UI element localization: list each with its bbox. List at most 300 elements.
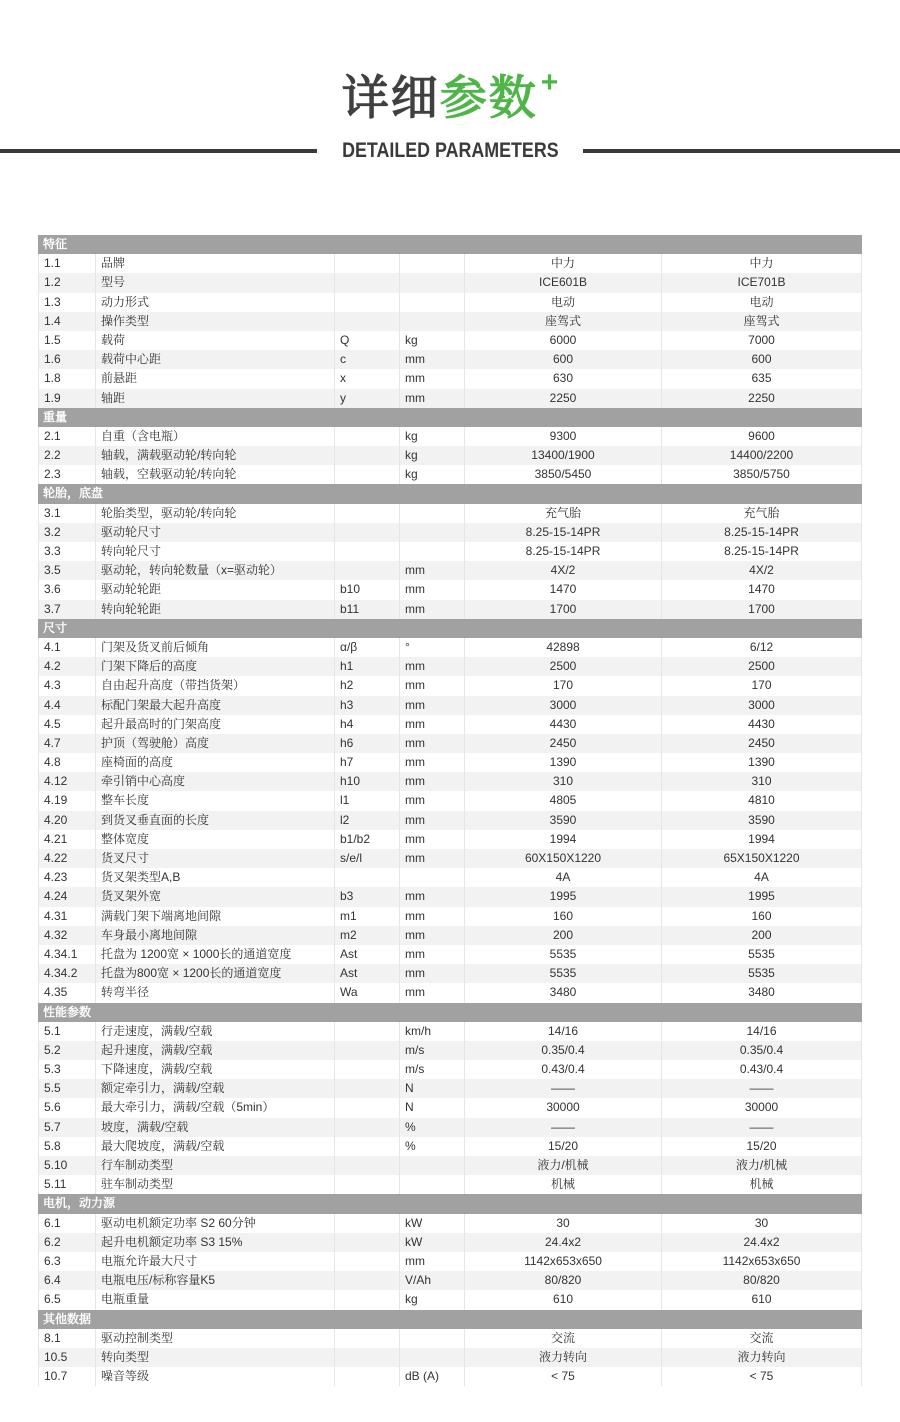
table-row bbox=[38, 561, 862, 580]
row-symbol bbox=[335, 293, 400, 312]
row-symbol bbox=[335, 1156, 400, 1175]
row-unit: kg bbox=[400, 1290, 465, 1309]
divider-left bbox=[0, 149, 317, 153]
page-title bbox=[0, 54, 900, 127]
row-label: 前悬距 bbox=[96, 369, 335, 388]
row-label: 轴载，满载驱动轮/转向轮 bbox=[96, 446, 335, 465]
section-header: 电机，动力源 bbox=[38, 1194, 862, 1213]
row-symbol: m1 bbox=[335, 907, 400, 926]
row-value-ice601b: 3000 bbox=[465, 696, 662, 715]
row-number: 5.8 bbox=[38, 1137, 96, 1156]
row-unit bbox=[400, 504, 465, 523]
row-value-ice701b: 4X/2 bbox=[662, 561, 862, 580]
row-value-ice701b: 中力 bbox=[662, 254, 862, 273]
row-number: 1.3 bbox=[38, 293, 96, 312]
row-number: 6.5 bbox=[38, 1290, 96, 1309]
row-unit: mm bbox=[400, 945, 465, 964]
row-unit: mm bbox=[400, 389, 465, 408]
row-number: 5.5 bbox=[38, 1079, 96, 1098]
row-value-ice701b: 15/20 bbox=[662, 1137, 862, 1156]
section-header: 特征 bbox=[38, 235, 862, 254]
row-value-ice601b: 60X150X1220 bbox=[465, 849, 662, 868]
row-unit bbox=[400, 273, 465, 292]
row-value-ice701b: 液力/机械 bbox=[662, 1156, 862, 1175]
row-value-ice601b: < 75 bbox=[465, 1367, 662, 1386]
row-symbol: b10 bbox=[335, 580, 400, 599]
row-symbol: y bbox=[335, 389, 400, 408]
row-unit: mm bbox=[400, 887, 465, 906]
row-value-ice701b: 0.43/0.4 bbox=[662, 1060, 862, 1079]
row-unit: m/s bbox=[400, 1041, 465, 1060]
row-value-ice701b: 3480 bbox=[662, 983, 862, 1002]
row-symbol bbox=[335, 427, 400, 446]
table-row bbox=[38, 427, 862, 446]
row-unit: m/s bbox=[400, 1060, 465, 1079]
row-label: 轴距 bbox=[96, 389, 335, 408]
row-label: 托盘为 1200宽 × 1000长的通道宽度 bbox=[96, 945, 335, 964]
row-value-ice601b: 3480 bbox=[465, 983, 662, 1002]
row-value-ice701b: 3850/5750 bbox=[662, 465, 862, 484]
row-value-ice701b: 600 bbox=[662, 350, 862, 369]
row-number: 1.1 bbox=[38, 254, 96, 273]
row-symbol: α/β bbox=[335, 638, 400, 657]
table-row bbox=[38, 504, 862, 523]
row-value-ice701b: 液力转向 bbox=[662, 1348, 862, 1367]
row-number: 4.4 bbox=[38, 696, 96, 715]
row-unit: kg bbox=[400, 465, 465, 484]
row-label: 驱动电机额定功率 S2 60分钟 bbox=[96, 1214, 335, 1233]
table-row bbox=[38, 369, 862, 388]
table-row bbox=[38, 715, 862, 734]
row-value-ice701b: 610 bbox=[662, 1290, 862, 1309]
row-unit: mm bbox=[400, 849, 465, 868]
row-number: 4.34.1 bbox=[38, 945, 96, 964]
row-number: 4.23 bbox=[38, 868, 96, 887]
row-value-ice601b: —— bbox=[465, 1118, 662, 1137]
row-label: 座椅面的高度 bbox=[96, 753, 335, 772]
row-value-ice701b: 4430 bbox=[662, 715, 862, 734]
row-number: 4.7 bbox=[38, 734, 96, 753]
row-value-ice601b: 13400/1900 bbox=[465, 446, 662, 465]
row-unit: mm bbox=[400, 350, 465, 369]
row-symbol bbox=[335, 523, 400, 542]
row-number: 5.3 bbox=[38, 1060, 96, 1079]
row-value-ice701b: 1390 bbox=[662, 753, 862, 772]
row-number: 10.5 bbox=[38, 1348, 96, 1367]
row-unit: mm bbox=[400, 753, 465, 772]
row-value-ice701b: 座驾式 bbox=[662, 312, 862, 331]
row-number: 4.12 bbox=[38, 772, 96, 791]
row-unit: km/h bbox=[400, 1022, 465, 1041]
row-symbol bbox=[335, 312, 400, 331]
row-label: 行车制动类型 bbox=[96, 1156, 335, 1175]
row-value-ice701b: 170 bbox=[662, 676, 862, 695]
row-label: 货叉尺寸 bbox=[96, 849, 335, 868]
row-label: 轮胎类型，驱动轮/转向轮 bbox=[96, 504, 335, 523]
row-value-ice601b: 30000 bbox=[465, 1098, 662, 1117]
table-row bbox=[38, 1252, 862, 1271]
row-unit bbox=[400, 542, 465, 561]
row-symbol bbox=[335, 1175, 400, 1194]
row-label: 驻车制动类型 bbox=[96, 1175, 335, 1194]
table-row bbox=[38, 945, 862, 964]
row-symbol bbox=[335, 446, 400, 465]
table-row bbox=[38, 273, 862, 292]
row-label: 动力形式 bbox=[96, 293, 335, 312]
row-label: 行走速度，满载/空载 bbox=[96, 1022, 335, 1041]
row-symbol bbox=[335, 1367, 400, 1386]
page-subtitle: DETAILED PARAMETERS bbox=[341, 139, 559, 162]
row-value-ice701b: 1995 bbox=[662, 887, 862, 906]
row-unit: mm bbox=[400, 1252, 465, 1271]
row-symbol bbox=[335, 1118, 400, 1137]
row-label: 载荷 bbox=[96, 331, 335, 350]
row-value-ice701b: ICE701B bbox=[662, 273, 862, 292]
row-number: 3.1 bbox=[38, 504, 96, 523]
row-unit: % bbox=[400, 1137, 465, 1156]
row-number: 1.2 bbox=[38, 273, 96, 292]
table-row bbox=[38, 1233, 862, 1252]
row-number: 5.11 bbox=[38, 1175, 96, 1194]
row-label: 牵引销中心高度 bbox=[96, 772, 335, 791]
row-symbol: m2 bbox=[335, 926, 400, 945]
row-label: 自重（含电瓶） bbox=[96, 427, 335, 446]
row-value-ice601b: 8.25-15-14PR bbox=[465, 523, 662, 542]
row-value-ice601b: 0.43/0.4 bbox=[465, 1060, 662, 1079]
table-row bbox=[38, 791, 862, 810]
row-symbol bbox=[335, 1022, 400, 1041]
row-symbol: h1 bbox=[335, 657, 400, 676]
table-row bbox=[38, 389, 862, 408]
row-number: 1.5 bbox=[38, 331, 96, 350]
row-value-ice601b: 30 bbox=[465, 1214, 662, 1233]
row-number: 10.7 bbox=[38, 1367, 96, 1386]
row-unit bbox=[400, 1175, 465, 1194]
row-unit: mm bbox=[400, 580, 465, 599]
row-label: 电瓶重量 bbox=[96, 1290, 335, 1309]
row-value-ice601b: 9300 bbox=[465, 427, 662, 446]
row-value-ice601b: 5535 bbox=[465, 964, 662, 983]
row-value-ice701b: 8.25-15-14PR bbox=[662, 542, 862, 561]
row-number: 4.22 bbox=[38, 849, 96, 868]
table-row bbox=[38, 868, 862, 887]
table-row bbox=[38, 580, 862, 599]
table-row bbox=[38, 350, 862, 369]
table-row bbox=[38, 1041, 862, 1060]
row-value-ice601b: 24.4x2 bbox=[465, 1233, 662, 1252]
row-label: 驱动控制类型 bbox=[96, 1329, 335, 1348]
row-number: 6.2 bbox=[38, 1233, 96, 1252]
row-value-ice701b: 1470 bbox=[662, 580, 862, 599]
row-value-ice701b: 65X150X1220 bbox=[662, 849, 862, 868]
row-value-ice701b: 5535 bbox=[662, 964, 862, 983]
row-label: 型号 bbox=[96, 273, 335, 292]
row-value-ice701b: 9600 bbox=[662, 427, 862, 446]
row-value-ice701b: 1700 bbox=[662, 600, 862, 619]
row-value-ice601b: 2250 bbox=[465, 389, 662, 408]
row-value-ice601b: 交流 bbox=[465, 1329, 662, 1348]
table-row bbox=[38, 1348, 862, 1367]
row-number: 2.1 bbox=[38, 427, 96, 446]
row-label: 自由起升高度（带挡货架） bbox=[96, 676, 335, 695]
row-value-ice701b: 2500 bbox=[662, 657, 862, 676]
row-label: 转向轮尺寸 bbox=[96, 542, 335, 561]
row-number: 4.35 bbox=[38, 983, 96, 1002]
row-label: 最大牵引力，满载/空载（5min） bbox=[96, 1098, 335, 1117]
row-value-ice701b: 6/12 bbox=[662, 638, 862, 657]
row-number: 4.1 bbox=[38, 638, 96, 657]
row-value-ice601b: 1142x653x650 bbox=[465, 1252, 662, 1271]
row-number: 5.6 bbox=[38, 1098, 96, 1117]
row-symbol: h7 bbox=[335, 753, 400, 772]
row-symbol: b1/b2 bbox=[335, 830, 400, 849]
row-label: 驱动轮，转向轮数量（x=驱动轮） bbox=[96, 561, 335, 580]
row-label: 车身最小离地间隙 bbox=[96, 926, 335, 945]
row-symbol bbox=[335, 465, 400, 484]
row-value-ice701b: 0.35/0.4 bbox=[662, 1041, 862, 1060]
row-value-ice601b: 4X/2 bbox=[465, 561, 662, 580]
table-row bbox=[38, 907, 862, 926]
table-row bbox=[38, 1118, 862, 1137]
table-row bbox=[38, 331, 862, 350]
row-unit: % bbox=[400, 1118, 465, 1137]
row-unit: mm bbox=[400, 696, 465, 715]
row-unit: mm bbox=[400, 676, 465, 695]
row-symbol: h2 bbox=[335, 676, 400, 695]
table-row bbox=[38, 446, 862, 465]
row-number: 3.7 bbox=[38, 600, 96, 619]
table-row bbox=[38, 1290, 862, 1309]
row-symbol bbox=[335, 1252, 400, 1271]
row-symbol: Q bbox=[335, 331, 400, 350]
row-value-ice701b: 310 bbox=[662, 772, 862, 791]
row-symbol bbox=[335, 1271, 400, 1290]
row-number: 3.5 bbox=[38, 561, 96, 580]
row-symbol bbox=[335, 1233, 400, 1252]
row-value-ice601b: 液力转向 bbox=[465, 1348, 662, 1367]
row-unit bbox=[400, 523, 465, 542]
row-value-ice701b: 3000 bbox=[662, 696, 862, 715]
row-symbol: l1 bbox=[335, 791, 400, 810]
row-value-ice601b: —— bbox=[465, 1079, 662, 1098]
row-label: 驱动轮轮距 bbox=[96, 580, 335, 599]
row-label: 额定牵引力，满载/空载 bbox=[96, 1079, 335, 1098]
row-value-ice601b: 1995 bbox=[465, 887, 662, 906]
row-value-ice601b: 1700 bbox=[465, 600, 662, 619]
table-row bbox=[38, 638, 862, 657]
header bbox=[0, 0, 900, 163]
row-value-ice601b: 中力 bbox=[465, 254, 662, 273]
row-value-ice701b: 1994 bbox=[662, 830, 862, 849]
row-unit bbox=[400, 1329, 465, 1348]
row-symbol bbox=[335, 1214, 400, 1233]
section-header: 其他数据 bbox=[38, 1310, 862, 1329]
row-unit: mm bbox=[400, 830, 465, 849]
row-label: 标配门架最大起升高度 bbox=[96, 696, 335, 715]
row-label: 品牌 bbox=[96, 254, 335, 273]
row-value-ice701b: 200 bbox=[662, 926, 862, 945]
row-number: 4.19 bbox=[38, 791, 96, 810]
row-symbol bbox=[335, 1137, 400, 1156]
row-value-ice701b: 635 bbox=[662, 369, 862, 388]
row-number: 5.2 bbox=[38, 1041, 96, 1060]
table-row bbox=[38, 1079, 862, 1098]
row-label: 门架及货叉前后倾角 bbox=[96, 638, 335, 657]
row-value-ice601b: ICE601B bbox=[465, 273, 662, 292]
table-row bbox=[38, 465, 862, 484]
row-symbol: s/e/l bbox=[335, 849, 400, 868]
row-number: 6.3 bbox=[38, 1252, 96, 1271]
row-value-ice701b: 交流 bbox=[662, 1329, 862, 1348]
row-unit bbox=[400, 254, 465, 273]
row-value-ice601b: 3590 bbox=[465, 811, 662, 830]
row-number: 4.5 bbox=[38, 715, 96, 734]
row-value-ice601b: 座驾式 bbox=[465, 312, 662, 331]
row-number: 4.3 bbox=[38, 676, 96, 695]
row-symbol: c bbox=[335, 350, 400, 369]
row-unit: mm bbox=[400, 772, 465, 791]
row-symbol: l2 bbox=[335, 811, 400, 830]
table-row bbox=[38, 1137, 862, 1156]
row-unit: V/Ah bbox=[400, 1271, 465, 1290]
table-row bbox=[38, 849, 862, 868]
table-row bbox=[38, 1098, 862, 1117]
title-cn-dark: 详细 bbox=[341, 71, 440, 124]
row-number: 4.24 bbox=[38, 887, 96, 906]
row-symbol: b11 bbox=[335, 600, 400, 619]
row-value-ice701b: 14/16 bbox=[662, 1022, 862, 1041]
row-symbol bbox=[335, 1348, 400, 1367]
row-value-ice601b: 160 bbox=[465, 907, 662, 926]
row-symbol bbox=[335, 1329, 400, 1348]
section-header: 轮胎，底盘 bbox=[38, 484, 862, 503]
row-label: 到货叉垂直面的长度 bbox=[96, 811, 335, 830]
row-label: 最大爬坡度，满载/空载 bbox=[96, 1137, 335, 1156]
row-value-ice601b: 充气胎 bbox=[465, 504, 662, 523]
row-value-ice601b: 4A bbox=[465, 868, 662, 887]
row-number: 1.6 bbox=[38, 350, 96, 369]
row-unit: mm bbox=[400, 791, 465, 810]
table-row bbox=[38, 312, 862, 331]
row-unit: kg bbox=[400, 331, 465, 350]
row-symbol bbox=[335, 1079, 400, 1098]
row-symbol bbox=[335, 1290, 400, 1309]
row-symbol: Ast bbox=[335, 964, 400, 983]
row-symbol: h4 bbox=[335, 715, 400, 734]
row-number: 1.9 bbox=[38, 389, 96, 408]
row-value-ice701b: 3590 bbox=[662, 811, 862, 830]
row-label: 整体宽度 bbox=[96, 830, 335, 849]
table-row bbox=[38, 254, 862, 273]
row-symbol: h6 bbox=[335, 734, 400, 753]
table-row bbox=[38, 657, 862, 676]
row-label: 转向轮轮距 bbox=[96, 600, 335, 619]
row-value-ice701b: 电动 bbox=[662, 293, 862, 312]
row-symbol bbox=[335, 1041, 400, 1060]
section-header: 尺寸 bbox=[38, 619, 862, 638]
row-number: 1.8 bbox=[38, 369, 96, 388]
table-row bbox=[38, 753, 862, 772]
row-label: 载荷中心距 bbox=[96, 350, 335, 369]
table-row bbox=[38, 1060, 862, 1079]
row-value-ice601b: 1390 bbox=[465, 753, 662, 772]
row-number: 2.3 bbox=[38, 465, 96, 484]
row-unit bbox=[400, 312, 465, 331]
row-number: 5.1 bbox=[38, 1022, 96, 1041]
row-symbol bbox=[335, 868, 400, 887]
row-value-ice601b: 液力/机械 bbox=[465, 1156, 662, 1175]
row-unit bbox=[400, 868, 465, 887]
row-symbol: Ast bbox=[335, 945, 400, 964]
row-value-ice701b: 14400/2200 bbox=[662, 446, 862, 465]
row-label: 转弯半径 bbox=[96, 983, 335, 1002]
table-row bbox=[38, 926, 862, 945]
row-label: 货叉架类型A,B bbox=[96, 868, 335, 887]
row-symbol bbox=[335, 504, 400, 523]
row-unit: kg bbox=[400, 427, 465, 446]
row-value-ice701b: 8.25-15-14PR bbox=[662, 523, 862, 542]
row-value-ice601b: 机械 bbox=[465, 1175, 662, 1194]
row-value-ice701b: —— bbox=[662, 1118, 862, 1137]
row-label: 下降速度，满载/空载 bbox=[96, 1060, 335, 1079]
table-row bbox=[38, 1214, 862, 1233]
row-value-ice601b: 2500 bbox=[465, 657, 662, 676]
row-value-ice701b: 160 bbox=[662, 907, 862, 926]
row-symbol bbox=[335, 542, 400, 561]
table-row bbox=[38, 734, 862, 753]
title-cn-green: 参数 bbox=[439, 71, 538, 124]
row-value-ice601b: 630 bbox=[465, 369, 662, 388]
table-row bbox=[38, 1329, 862, 1348]
row-unit: mm bbox=[400, 734, 465, 753]
row-value-ice601b: 4805 bbox=[465, 791, 662, 810]
row-label: 货叉架外宽 bbox=[96, 887, 335, 906]
row-label: 托盘为800宽 × 1200长的通道宽度 bbox=[96, 964, 335, 983]
row-unit: kW bbox=[400, 1214, 465, 1233]
row-value-ice601b: 310 bbox=[465, 772, 662, 791]
row-symbol bbox=[335, 1098, 400, 1117]
row-unit: mm bbox=[400, 657, 465, 676]
row-value-ice701b: 5535 bbox=[662, 945, 862, 964]
row-unit: mm bbox=[400, 907, 465, 926]
row-value-ice701b: 2450 bbox=[662, 734, 862, 753]
row-label: 坡度，满载/空载 bbox=[96, 1118, 335, 1137]
row-number: 5.7 bbox=[38, 1118, 96, 1137]
row-unit bbox=[400, 293, 465, 312]
row-unit: mm bbox=[400, 811, 465, 830]
row-value-ice601b: 600 bbox=[465, 350, 662, 369]
row-label: 电瓶电压/标称容量K5 bbox=[96, 1271, 335, 1290]
table-row bbox=[38, 772, 862, 791]
row-symbol: Wa bbox=[335, 983, 400, 1002]
row-number: 6.1 bbox=[38, 1214, 96, 1233]
table-row bbox=[38, 696, 862, 715]
row-value-ice601b: 170 bbox=[465, 676, 662, 695]
row-symbol: h3 bbox=[335, 696, 400, 715]
row-unit: dB (A) bbox=[400, 1367, 465, 1386]
row-symbol: b3 bbox=[335, 887, 400, 906]
row-value-ice601b: 14/16 bbox=[465, 1022, 662, 1041]
table-row bbox=[38, 1022, 862, 1041]
table-row bbox=[38, 1271, 862, 1290]
row-label: 轴载，空载驱动轮/转向轮 bbox=[96, 465, 335, 484]
table-row bbox=[38, 811, 862, 830]
table-row bbox=[38, 1156, 862, 1175]
table-row bbox=[38, 887, 862, 906]
row-value-ice601b: 15/20 bbox=[465, 1137, 662, 1156]
row-value-ice701b: 机械 bbox=[662, 1175, 862, 1194]
spec-table bbox=[38, 235, 862, 1386]
